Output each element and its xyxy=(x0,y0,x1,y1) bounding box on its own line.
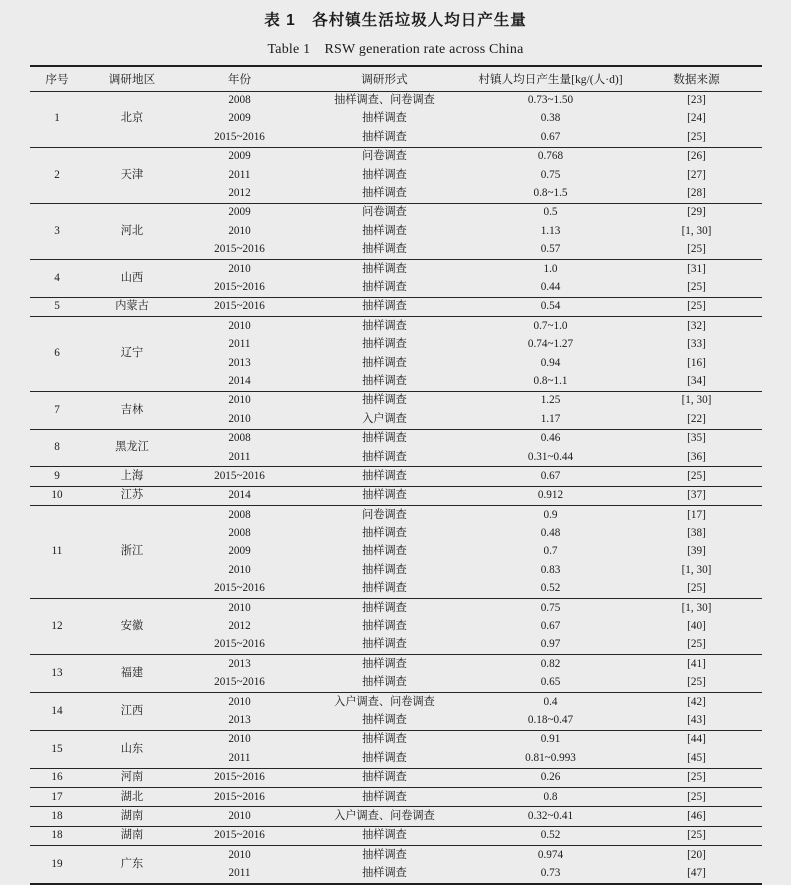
cell-serial-no: 9 xyxy=(30,467,85,486)
cell-year: 2009 xyxy=(228,112,251,125)
cell-year: 2014 xyxy=(180,486,300,505)
cell-generation-rate: 0.75 xyxy=(540,168,561,181)
cell-survey-form: 抽样调查 xyxy=(300,467,470,486)
table-row xyxy=(30,429,762,448)
table-row xyxy=(30,486,762,505)
cell-data-source: [22] xyxy=(687,412,706,425)
cell-year: 2015~2016 xyxy=(180,467,300,486)
cell-generation-rate: 0.9 xyxy=(470,506,632,525)
rsw-generation-table xyxy=(30,65,762,885)
cell-generation-rate: 1.25 xyxy=(470,391,632,410)
table-row xyxy=(30,768,762,787)
cell-year: 2013 xyxy=(180,655,300,674)
table-row xyxy=(30,317,762,336)
cell-generation-rate: 0.26 xyxy=(470,768,632,787)
cell-survey-form: 抽样调查 xyxy=(362,563,407,576)
cell-year: 2010 xyxy=(180,693,300,712)
cell-survey-form: 抽样调查 xyxy=(300,655,470,674)
cell-year: 2015~2016 xyxy=(214,281,265,293)
cell-generation-rate: 0.48 xyxy=(540,527,561,540)
cell-survey-form: 抽样调查 xyxy=(362,620,407,633)
cell-generation-rate: 0.5 xyxy=(470,203,632,222)
cell-generation-rate: 0.52 xyxy=(540,582,561,595)
cell-region: 上海 xyxy=(85,467,180,486)
cell-year: 2008 xyxy=(180,429,300,448)
table-row xyxy=(30,655,762,674)
cell-region: 安徽 xyxy=(85,599,180,655)
table-body xyxy=(30,91,762,884)
cell-year: 2015~2016 xyxy=(180,768,300,787)
cell-survey-form: 抽样调查 xyxy=(300,297,470,316)
cell-serial-no: 14 xyxy=(30,693,85,731)
cell-survey-form: 抽样调查 xyxy=(362,243,407,256)
cell-data-source: [37] xyxy=(632,486,762,505)
cell-survey-form: 抽样调查 xyxy=(362,338,407,351)
cell-region: 福建 xyxy=(85,655,180,693)
cell-data-source: [1, 30] xyxy=(632,391,762,410)
cell-survey-form: 抽样调查 xyxy=(300,846,470,865)
cell-data-source: [43] xyxy=(687,713,706,726)
cell-year: 2011 xyxy=(228,867,251,880)
cell-data-source: [39] xyxy=(687,545,706,558)
cell-generation-rate: 0.52 xyxy=(470,826,632,845)
cell-year: 2015~2016 xyxy=(214,638,265,651)
table-row xyxy=(30,826,762,845)
cell-data-source: [46] xyxy=(632,807,762,826)
table-row xyxy=(30,91,762,110)
cell-region: 吉林 xyxy=(85,391,180,429)
cell-generation-rate: 0.91 xyxy=(470,730,632,749)
cell-year: 2010 xyxy=(228,563,251,576)
cell-data-source: [17] xyxy=(632,506,762,525)
cell-survey-form: 抽样调查 xyxy=(300,391,470,410)
cell-generation-rate: 0.7 xyxy=(543,545,558,558)
cell-data-source: [16] xyxy=(687,356,706,369)
cell-region: 广东 xyxy=(85,846,180,884)
cell-data-source: [25] xyxy=(632,768,762,787)
cell-survey-form: 抽样调查 xyxy=(362,676,407,689)
cell-survey-form: 抽样调查 xyxy=(362,168,407,181)
cell-survey-form: 抽样调查 xyxy=(362,638,407,651)
cell-year: 2010 xyxy=(180,730,300,749)
cell-data-source: [1, 30] xyxy=(681,563,712,576)
cell-generation-rate: 0.65 xyxy=(540,676,561,689)
cell-year: 2009 xyxy=(180,147,300,166)
cell-generation-rate: 0.44 xyxy=(540,281,561,293)
cell-data-source: [25] xyxy=(687,130,706,143)
cell-generation-rate: 1.0 xyxy=(470,260,632,279)
cell-year: 2009 xyxy=(180,203,300,222)
cell-year: 2010 xyxy=(180,260,300,279)
table-row xyxy=(30,391,762,410)
cell-serial-no: 7 xyxy=(30,391,85,429)
cell-serial-no: 18 xyxy=(30,826,85,845)
cell-serial-no: 6 xyxy=(30,317,85,392)
cell-generation-rate: 0.974 xyxy=(470,846,632,865)
cell-year: 2012 xyxy=(228,187,251,200)
col-header-region: 调研地区 xyxy=(108,72,156,86)
cell-survey-form: 抽样调查 xyxy=(362,527,407,540)
cell-generation-rate: 0.31~0.44 xyxy=(527,450,574,463)
cell-region: 河北 xyxy=(85,203,180,259)
cell-serial-no: 11 xyxy=(30,506,85,599)
cell-generation-rate: 0.18~0.47 xyxy=(527,713,574,726)
cell-year: 2011 xyxy=(228,450,251,463)
cell-region: 北京 xyxy=(85,91,180,147)
cell-generation-rate: 0.67 xyxy=(540,620,561,633)
cell-generation-rate: 0.73~1.50 xyxy=(470,91,632,110)
cell-region: 湖南 xyxy=(85,826,180,845)
table-row xyxy=(30,730,762,749)
cell-data-source: [25] xyxy=(687,676,706,689)
table-row xyxy=(30,203,762,222)
cell-generation-rate: 0.768 xyxy=(470,147,632,166)
cell-data-source: [25] xyxy=(632,826,762,845)
table-row xyxy=(30,297,762,316)
cell-region: 天津 xyxy=(85,147,180,203)
cell-generation-rate: 0.4 xyxy=(470,693,632,712)
cell-data-source: [44] xyxy=(632,730,762,749)
cell-serial-no: 4 xyxy=(30,260,85,298)
cell-survey-form: 入户调查 xyxy=(362,412,407,425)
cell-year: 2014 xyxy=(228,374,251,387)
table-row xyxy=(30,147,762,166)
cell-survey-form: 抽样调查 xyxy=(300,730,470,749)
table-row xyxy=(30,787,762,806)
cell-generation-rate: 0.75 xyxy=(470,599,632,618)
table-row xyxy=(30,807,762,826)
cell-region: 江苏 xyxy=(85,486,180,505)
cell-survey-form: 抽样调查、问卷调查 xyxy=(300,91,470,110)
cell-year: 2010 xyxy=(228,412,251,425)
cell-region: 浙江 xyxy=(85,506,180,599)
cell-survey-form: 抽样调查 xyxy=(362,130,407,143)
cell-survey-form: 抽样调查 xyxy=(362,224,407,237)
cell-serial-no: 15 xyxy=(30,730,85,768)
cell-data-source: [35] xyxy=(632,429,762,448)
cell-data-source: [25] xyxy=(632,297,762,316)
cell-data-source: [25] xyxy=(687,243,706,256)
cell-year: 2015~2016 xyxy=(214,582,265,595)
cell-survey-form: 抽样调查 xyxy=(362,867,407,880)
cell-year: 2013 xyxy=(228,356,251,369)
cell-generation-rate: 0.46 xyxy=(470,429,632,448)
cell-region: 内蒙古 xyxy=(85,297,180,316)
cell-year: 2015~2016 xyxy=(180,787,300,806)
table-row xyxy=(30,260,762,279)
cell-survey-form: 抽样调查 xyxy=(362,356,407,369)
cell-generation-rate: 0.73 xyxy=(540,867,561,880)
cell-survey-form: 问卷调查 xyxy=(300,506,470,525)
cell-data-source: [25] xyxy=(687,281,706,293)
cell-survey-form: 抽样调查 xyxy=(300,429,470,448)
cell-survey-form: 抽样调查 xyxy=(362,112,407,125)
cell-year: 2008 xyxy=(228,527,251,540)
cell-survey-form: 抽样调查 xyxy=(300,317,470,336)
cell-survey-form: 抽样调查 xyxy=(362,582,407,595)
cell-year: 2010 xyxy=(228,224,251,237)
cell-year: 2012 xyxy=(228,620,251,633)
table-row xyxy=(30,467,762,486)
cell-data-source: [33] xyxy=(687,338,706,351)
cell-survey-form: 入户调查、问卷调查 xyxy=(300,693,470,712)
table-row xyxy=(30,506,762,525)
col-header-survey-form: 调研形式 xyxy=(361,72,408,86)
cell-data-source: [41] xyxy=(632,655,762,674)
table-header-row xyxy=(30,66,762,91)
cell-survey-form: 入户调查、问卷调查 xyxy=(300,807,470,826)
cell-survey-form: 抽样调查 xyxy=(300,260,470,279)
cell-generation-rate: 0.38 xyxy=(540,112,561,125)
cell-data-source: [1, 30] xyxy=(632,599,762,618)
cell-survey-form: 抽样调查 xyxy=(362,187,407,200)
cell-data-source: [34] xyxy=(687,374,706,387)
cell-region: 山西 xyxy=(85,260,180,298)
cell-survey-form: 抽样调查 xyxy=(300,768,470,787)
cell-region: 湖南 xyxy=(85,807,180,826)
cell-year: 2015~2016 xyxy=(180,297,300,316)
cell-generation-rate: 0.8~1.5 xyxy=(533,187,568,200)
cell-region: 山东 xyxy=(85,730,180,768)
cell-data-source: [36] xyxy=(687,450,706,463)
cell-year: 2008 xyxy=(180,506,300,525)
cell-data-source: [31] xyxy=(632,260,762,279)
cell-generation-rate: 0.8~1.1 xyxy=(533,374,568,387)
cell-data-source: [42] xyxy=(632,693,762,712)
cell-year: 2010 xyxy=(180,391,300,410)
cell-generation-rate: 0.67 xyxy=(540,130,561,143)
cell-year: 2010 xyxy=(180,599,300,618)
cell-year: 2015~2016 xyxy=(180,826,300,845)
cell-survey-form: 抽样调查 xyxy=(300,787,470,806)
cell-data-source: [1, 30] xyxy=(681,224,712,237)
cell-generation-rate: 0.7~1.0 xyxy=(470,317,632,336)
cell-data-source: [38] xyxy=(687,527,706,540)
cell-region: 黑龙江 xyxy=(85,429,180,467)
cell-generation-rate: 1.17 xyxy=(540,412,561,425)
cell-serial-no: 17 xyxy=(30,787,85,806)
cell-year: 2015~2016 xyxy=(214,243,265,256)
col-header-year: 年份 xyxy=(227,72,252,86)
cell-generation-rate: 0.54 xyxy=(470,297,632,316)
cell-generation-rate: 0.32~0.41 xyxy=(470,807,632,826)
col-header-generation-rate: 村镇人均日产生量[kg/(人·d)] xyxy=(478,72,623,86)
cell-data-source: [23] xyxy=(632,91,762,110)
cell-survey-form: 抽样调查 xyxy=(362,713,407,726)
cell-data-source: [40] xyxy=(687,620,706,633)
cell-year: 2010 xyxy=(180,807,300,826)
cell-region: 河南 xyxy=(85,768,180,787)
cell-region: 江西 xyxy=(85,693,180,731)
cell-year: 2011 xyxy=(228,338,251,351)
cell-data-source: [26] xyxy=(632,147,762,166)
cell-year: 2009 xyxy=(228,545,251,558)
cell-year: 2011 xyxy=(228,168,251,181)
cell-year: 2010 xyxy=(180,317,300,336)
cell-data-source: [27] xyxy=(687,168,706,181)
cell-generation-rate: 0.83 xyxy=(540,563,561,576)
cell-survey-form: 问卷调查 xyxy=(300,147,470,166)
cell-data-source: [25] xyxy=(687,638,706,651)
cell-serial-no: 13 xyxy=(30,655,85,693)
cell-year: 2010 xyxy=(180,846,300,865)
cell-data-source: [47] xyxy=(687,867,706,880)
table-title-en: Table 1 RSW generation rate across China xyxy=(267,42,524,57)
col-header-data-source: 数据来源 xyxy=(673,72,720,86)
cell-serial-no: 16 xyxy=(30,768,85,787)
cell-survey-form: 抽样调查 xyxy=(362,374,407,387)
cell-serial-no: 12 xyxy=(30,599,85,655)
cell-year: 2015~2016 xyxy=(214,130,265,143)
cell-serial-no: 18 xyxy=(30,807,85,826)
cell-survey-form: 抽样调查 xyxy=(300,486,470,505)
table-title-zh: 表 1 各村镇生活垃圾人均日产生量 xyxy=(264,12,527,29)
cell-generation-rate: 0.81~0.993 xyxy=(525,751,576,764)
cell-data-source: [45] xyxy=(687,751,706,764)
cell-data-source: [20] xyxy=(632,846,762,865)
cell-generation-rate: 0.57 xyxy=(540,243,561,256)
cell-data-source: [28] xyxy=(687,187,706,200)
col-header-serial-no: 序号 xyxy=(45,72,69,86)
cell-data-source: [32] xyxy=(632,317,762,336)
cell-survey-form: 抽样调查 xyxy=(300,826,470,845)
cell-generation-rate: 0.912 xyxy=(470,486,632,505)
table-row xyxy=(30,846,762,865)
cell-data-source: [25] xyxy=(632,787,762,806)
cell-generation-rate: 0.67 xyxy=(470,467,632,486)
cell-year: 2013 xyxy=(228,713,251,726)
cell-generation-rate: 0.94 xyxy=(540,356,561,369)
cell-region: 湖北 xyxy=(85,787,180,806)
cell-serial-no: 1 xyxy=(30,91,85,147)
table-row xyxy=(30,693,762,712)
cell-survey-form: 问卷调查 xyxy=(300,203,470,222)
cell-data-source: [25] xyxy=(687,582,706,595)
cell-data-source: [24] xyxy=(687,112,706,125)
cell-generation-rate: 0.97 xyxy=(540,638,561,651)
cell-generation-rate: 0.8 xyxy=(470,787,632,806)
cell-survey-form: 抽样调查 xyxy=(362,450,407,463)
cell-survey-form: 抽样调查 xyxy=(300,599,470,618)
cell-survey-form: 抽样调查 xyxy=(362,281,407,293)
cell-generation-rate: 1.13 xyxy=(540,224,561,237)
cell-survey-form: 抽样调查 xyxy=(362,545,407,558)
cell-serial-no: 2 xyxy=(30,147,85,203)
cell-year: 2015~2016 xyxy=(214,676,265,689)
cell-serial-no: 3 xyxy=(30,203,85,259)
cell-data-source: [29] xyxy=(632,203,762,222)
cell-generation-rate: 0.82 xyxy=(470,655,632,674)
cell-year: 2008 xyxy=(180,91,300,110)
cell-serial-no: 10 xyxy=(30,486,85,505)
table-row xyxy=(30,599,762,618)
cell-serial-no: 8 xyxy=(30,429,85,467)
cell-serial-no: 19 xyxy=(30,846,85,884)
cell-survey-form: 抽样调查 xyxy=(362,751,407,764)
cell-region: 辽宁 xyxy=(85,317,180,392)
cell-year: 2011 xyxy=(228,751,251,764)
cell-data-source: [25] xyxy=(632,467,762,486)
cell-generation-rate: 0.74~1.27 xyxy=(527,338,574,351)
cell-serial-no: 5 xyxy=(30,297,85,316)
